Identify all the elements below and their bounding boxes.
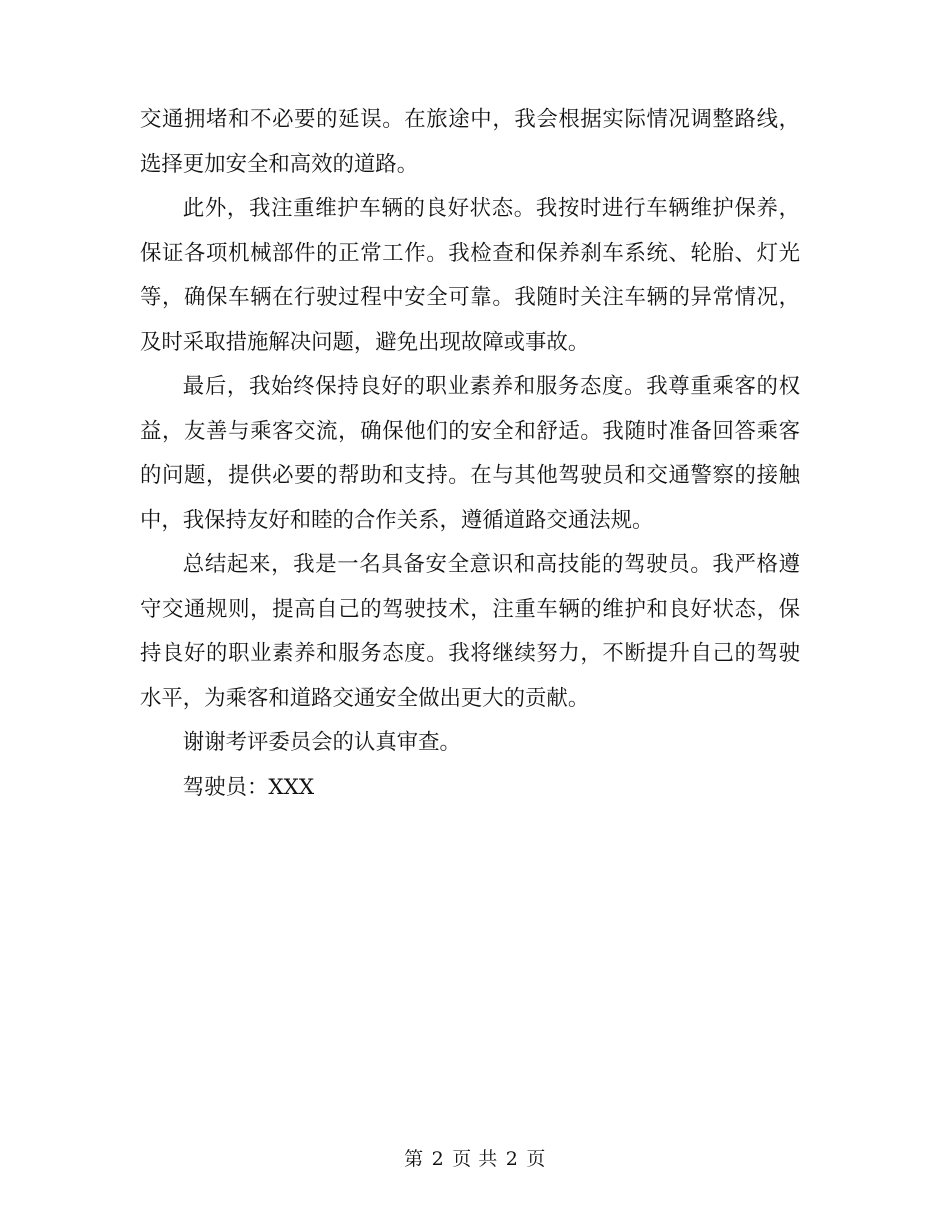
footer-suffix: 页 bbox=[526, 1148, 546, 1170]
paragraph: 最后，我始终保持良好的职业素养和服务态度。我尊重乘客的权益，友善与乘客交流，确保他们的安全和舒适。我随时准备回答乘客的问题，提供必要的帮助和支持。在与其他驾驶员和交通警察的接触中，我保持友好和睦的合作关系，遵循道路交通法规。 bbox=[140, 374, 800, 533]
page-number-footer bbox=[0, 1147, 950, 1171]
document-body bbox=[140, 98, 800, 810]
paragraph: 此外，我注重维护车辆的良好状态。我按时进行车辆维护保养，保证各项机械部件的正常工作。我检查和保养刹车系统、轮胎、灯光等，确保车辆在行驶过程中安全可靠。我随时关注车辆的异常情况，及时采取措施解决问题，避免出现故障或事故。 bbox=[140, 196, 800, 355]
current-page-number: 2 bbox=[431, 1148, 445, 1170]
footer-middle: 页 共 bbox=[452, 1148, 498, 1170]
total-page-number: 2 bbox=[505, 1148, 519, 1170]
paragraph: 交通拥堵和不必要的延误。在旅途中，我会根据实际情况调整路线，选择更加安全和高效的道路。 bbox=[140, 107, 800, 177]
paragraph: 总结起来，我是一名具备安全意识和高技能的驾驶员。我严格遵守交通规则，提高自己的驾驶技术，注重车辆的维护和良好状态，保持良好的职业素养和服务态度。我将继续努力，不断提升自己的驾驶水平，为乘客和道路交通安全做出更大的贡献。 bbox=[140, 552, 800, 711]
paragraph: 谢谢考评委员会的认真审查。 bbox=[182, 730, 461, 755]
signature-line: 驾驶员：XXX bbox=[182, 774, 315, 800]
footer-prefix: 第 bbox=[404, 1148, 424, 1170]
